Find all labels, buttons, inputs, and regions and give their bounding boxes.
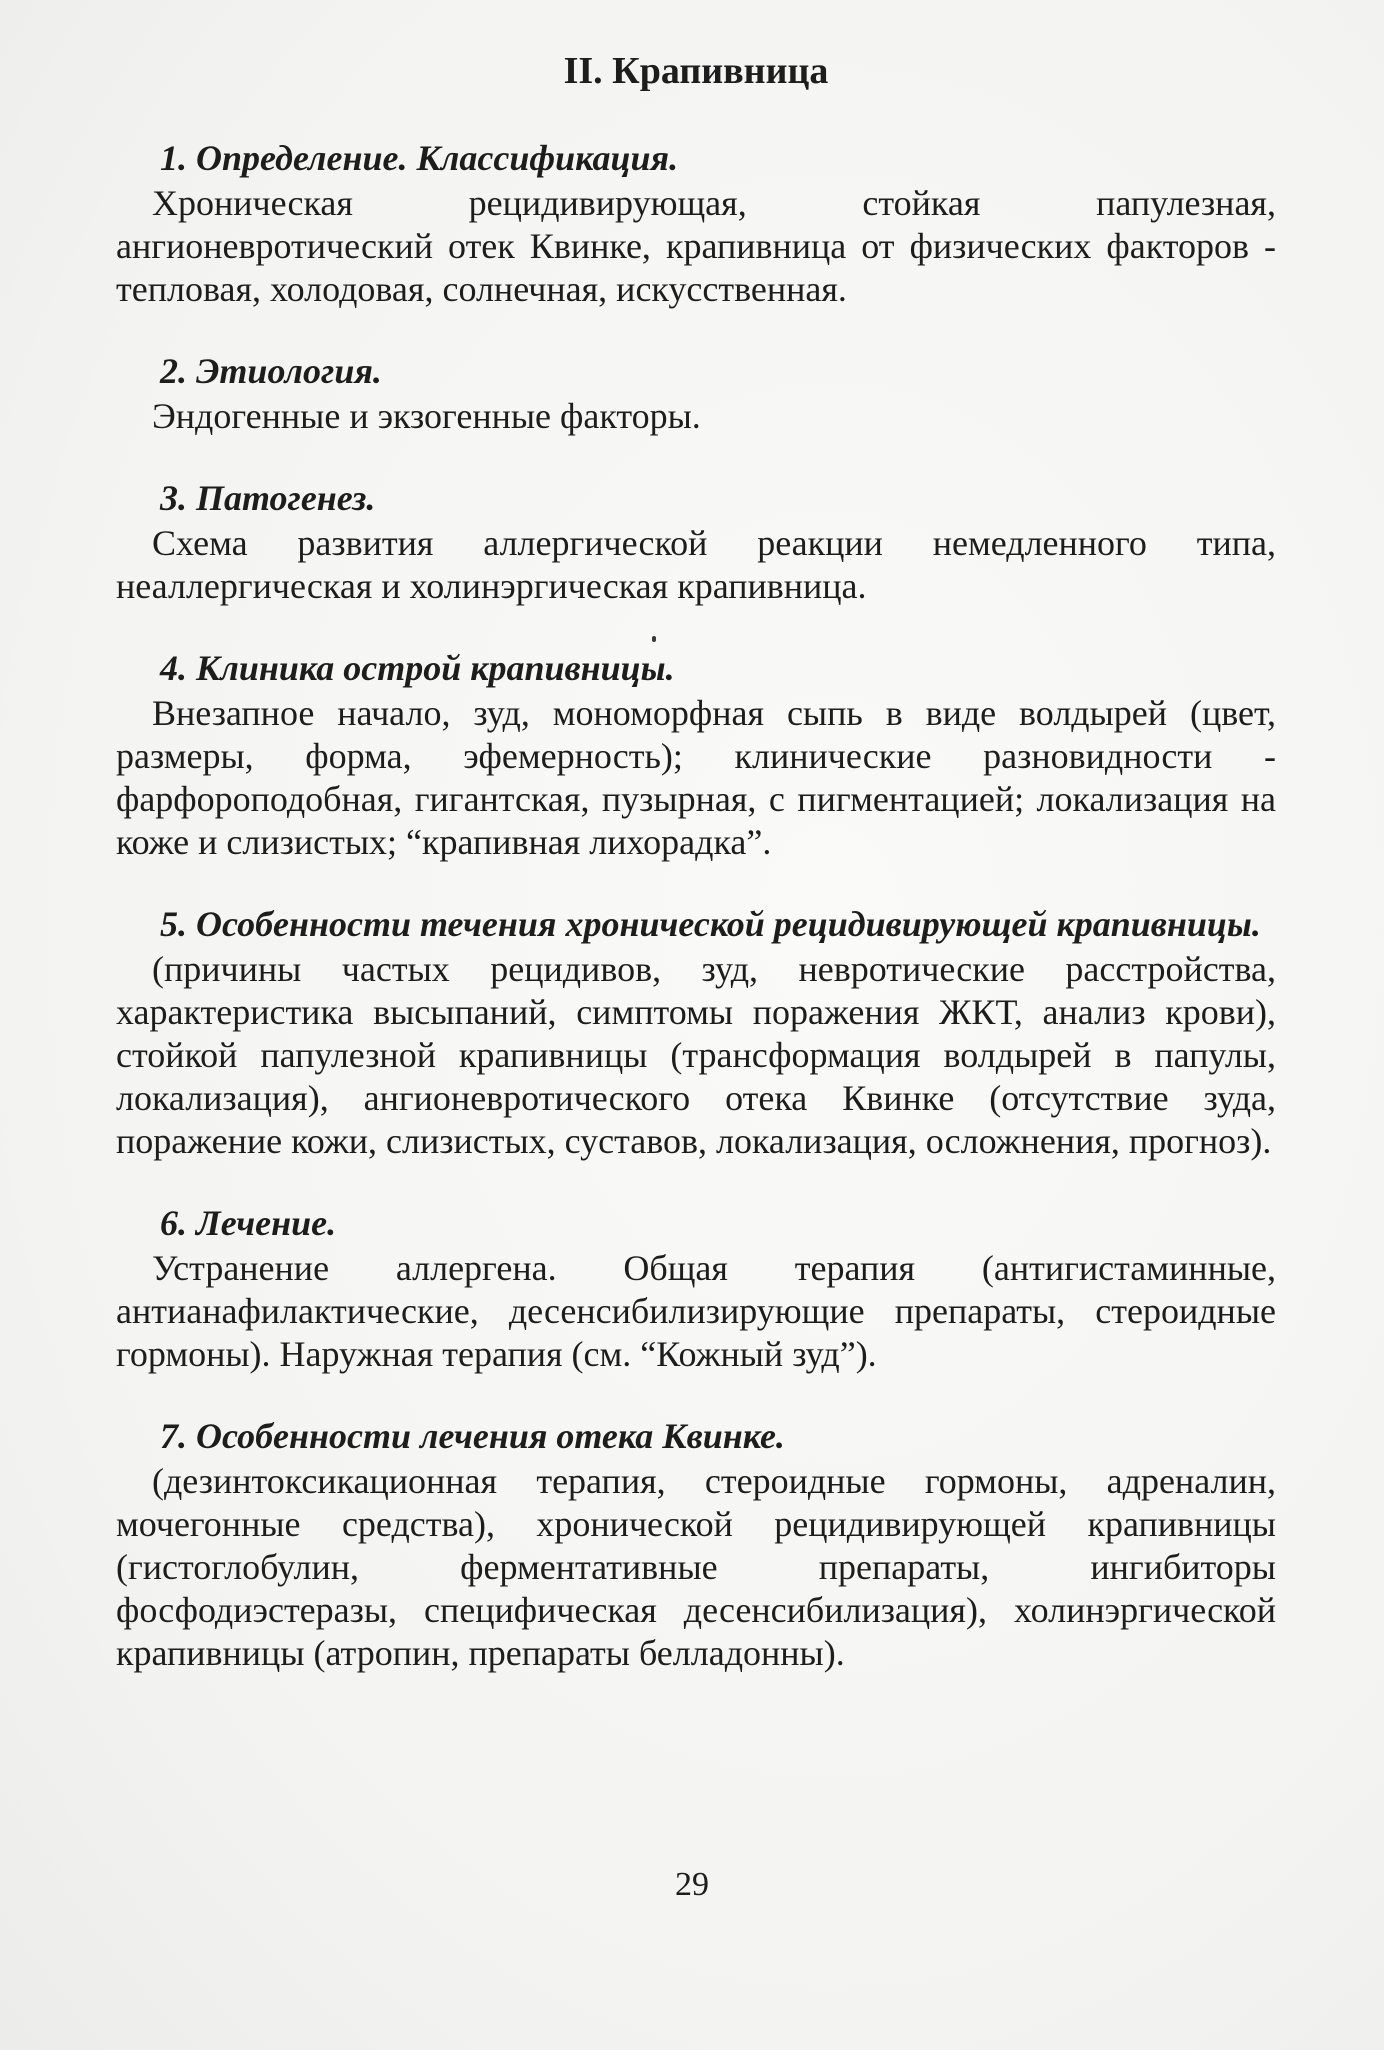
section-text: (причины частых рецидивов, зуд, невротические расстройства, характеристика высыпаний, симптомы поражения ЖКТ, анализ крови), стойкой папулезной крапивницы (трансформация волдырей в папулы, локализация), ангионевротического отека Квинке (отсутствие зуда, поражение кожи, слизистых, суставов, локализация, осложнения, прогноз). (116, 949, 1276, 1161)
text-column (116, 48, 1276, 1713)
section-quincke-treatment (116, 1414, 1276, 1675)
section-heading: 6. Лечение. (160, 1203, 337, 1243)
section-text: Внезапное начало, зуд, мономорфная сыпь в виде волдырей (цвет, размеры, форма, эфемерность); клинические разновидности - фарфороподобная, гигантская, пузырная, с пигментацией; локализация на коже и слизистых; “крапивная лихорадка”. (116, 693, 1276, 862)
section-heading: 5. Особенности течения хронической рецидивирующей крапивницы. (160, 904, 1261, 944)
section-text: Устранение аллергена. Общая терапия (антигистаминные, антианафилактические, десенсибилизирующие препараты, стероидные гормоны). Наружная терапия (см. “Кожный зуд”). (116, 1248, 1276, 1374)
section-text: Эндогенные и экзогенные факторы. (152, 396, 701, 436)
section-heading: 3. Патогенез. (160, 478, 376, 518)
section-heading: 2. Этиология. (160, 351, 382, 391)
section-treatment (116, 1201, 1276, 1376)
section-text: (дезинтоксикационная терапия, стероидные гормоны, адреналин, мочегонные средства), хронической рецидивирующей крапивницы (гистоглобулин, ферментативные препараты, ингибиторы фосфодиэстеразы, специфическая десенсибилизация), холинэргической крапивницы (атропин, препараты белладонны). (116, 1461, 1276, 1673)
section-text: Хроническая рецидивирующая, стойкая папулезная, ангионевротический отек Квинке, крапивница от физических факторов - тепловая, холодовая, солнечная, искусственная. (116, 183, 1276, 309)
page-title: II. Крапивница (563, 50, 829, 92)
section-pathogenesis (116, 476, 1276, 608)
section-etiology (116, 349, 1276, 438)
print-speck (652, 636, 656, 642)
section-chronic-course (116, 902, 1276, 1163)
section-heading: 7. Особенности лечения отека Квинке. (160, 1416, 785, 1456)
section-clinic (116, 646, 1276, 864)
section-text: Схема развития аллергической реакции немедленного типа, неаллергическая и холинэргическая крапивница. (116, 523, 1276, 606)
section-heading: 4. Клиника острой крапивницы. (160, 648, 675, 688)
section-definition (116, 136, 1276, 311)
page-number: 29 (675, 1866, 709, 1903)
section-heading: 1. Определение. Классификация. (160, 138, 679, 178)
